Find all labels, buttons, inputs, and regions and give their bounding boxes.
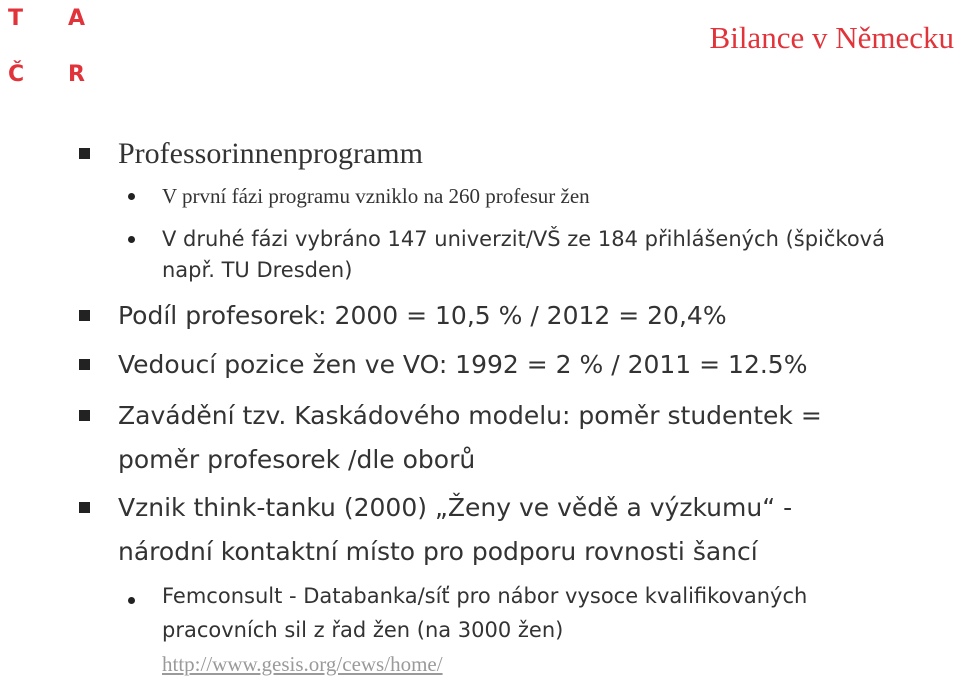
- bullet-cascade-model-line1: Zavádění tzv. Kaskádového modelu: poměr studentek =: [118, 401, 822, 430]
- square-bullet-icon: [79, 359, 90, 370]
- square-bullet-icon: [79, 148, 90, 159]
- logo-letter-t: T: [8, 6, 24, 31]
- round-bullet-icon: [128, 236, 135, 243]
- round-bullet-icon: [128, 597, 135, 604]
- sub-bullet-femconsult-line2: pracovních sil z řad žen (na 3000 žen): [162, 618, 564, 642]
- bullet-think-tank-line1: Vznik think-tanku (2000) „Ženy ve vědě a výzkumu“ -: [118, 493, 793, 522]
- sub-bullet-second-phase-line1: V druhé fázi vybráno 147 univerzit/VŠ ze 184 přihlášených (špičková: [162, 227, 885, 251]
- logo-letter-c: Č: [8, 62, 25, 87]
- logo-letter-r: R: [68, 62, 85, 87]
- bullet-cascade-model-line2: poměr profesorek /dle oborů: [118, 445, 476, 474]
- sub-bullet-first-phase: V první fázi programu vzniklo na 260 profesur žen: [162, 184, 590, 208]
- square-bullet-icon: [79, 502, 90, 513]
- bullet-leading-positions: Vedoucí pozice žen ve VO: 1992 = 2 % / 2011 = 12.5%: [118, 350, 808, 379]
- bullet-professorinnenprogramm: Professorinnenprogramm: [118, 137, 423, 170]
- square-bullet-icon: [79, 410, 90, 421]
- sub-bullet-second-phase-line2: např. TU Dresden): [162, 258, 353, 282]
- sub-bullet-femconsult-line1: Femconsult - Databanka/síť pro nábor vysoce kvalifikovaných: [162, 584, 808, 608]
- square-bullet-icon: [79, 310, 90, 321]
- gesis-cews-link[interactable]: http://www.gesis.org/cews/home/: [162, 652, 443, 676]
- slide-title: Bilance v Německu: [709, 20, 954, 55]
- logo-letter-a: A: [68, 6, 86, 31]
- round-bullet-icon: [128, 193, 135, 200]
- bullet-think-tank-line2: národní kontaktní místo pro podporu rovnosti šancí: [118, 537, 758, 566]
- bullet-share-of-professors: Podíl profesorek: 2000 = 10,5 % / 2012 = 20,4%: [118, 301, 727, 330]
- tacr-logo: [6, 6, 96, 96]
